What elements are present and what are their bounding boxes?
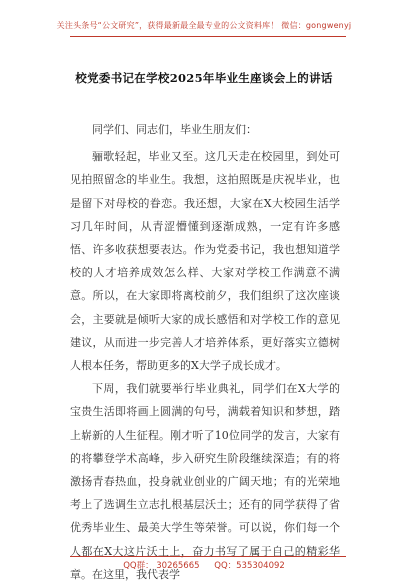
salutation: 同学们、同志们，毕业生朋友们：: [92, 123, 257, 136]
footer-contact: [0, 559, 408, 571]
paragraph-1: 骊歌轻起，毕业又至。这几天走在校园里，到处可见拍照留念的毕业生。我想，这拍照既是庆祝毕业，也是留下对母校的眷恋。我还想，大家在X大校园生活学习几年时间，从青涩懵懂到逐渐成熟，一定有许多感悟、许多收获想要表达。作为党委书记，我也想知道学校的人才培养成效怎么样、大家对学校工作满意不满意。所以，在大家即将离校前夕，我们组织了这次座谈会，主要就是倾听大家的成长感悟和对学校工作的意见建议，从而进一步完善人才培养体系，更好落实立德树人根本任务，帮助更多的X大学子成长成才。: [70, 150, 340, 373]
document-body: [70, 118, 340, 586]
footer-divider: [70, 556, 346, 557]
document-title: 校党委书记在学校2025年毕业生座谈会上的讲话: [75, 71, 333, 85]
header-divider: [70, 36, 346, 37]
footer-qq-group: QQ群： 30265665: [123, 561, 200, 571]
footer-qq: QQ：535304092: [214, 561, 285, 571]
header-notice: 关注头条号“公文研究”，获得最新最全最专业的公文资料库！ 微信：gongwenyj: [56, 21, 352, 30]
paragraph-2: 下周，我们就要举行毕业典礼，同学们在X大学的宝贵生活即将画上圆满的句号，满载着知识和梦想，踏上崭新的人生征程。刚才听了10位同学的发言，大家有的将攀登学术高峰，步入研究生阶段继续深造；有的将激扬青春热血，投身就业创业的广阔天地；有的光荣地考上了选调生立志扎根基层沃土；还有的同学获得了省优秀毕业生、最美大学生等荣誉。可以说，你们每一个人都在X大这片沃土上，奋力书写了属于自己的精彩华章。在这里，我代表学: [70, 382, 340, 581]
